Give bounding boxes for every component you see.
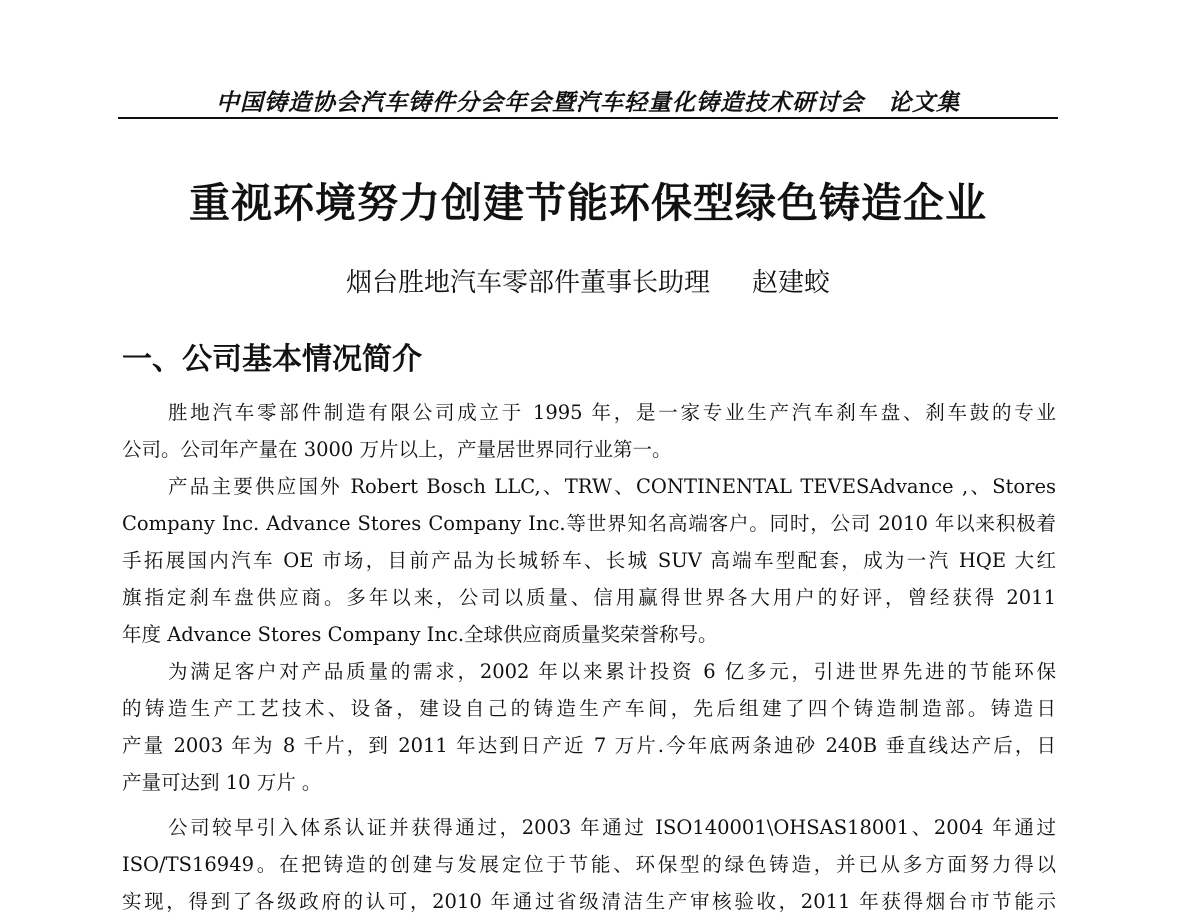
paper-title: 重视环境努力创建节能环保型绿色铸造企业 [189, 179, 987, 227]
section-heading: 一、公司基本情况简介 [122, 342, 422, 377]
text-line: 实现，得到了各级政府的认可，2010 年通过省级清洁生产审核验收，2011 年获得烟台市节能示 [122, 890, 1056, 913]
text-line: 旗指定刹车盘供应商。多年以来，公司以质量、信用赢得世界各大用户的好评，曾经获得 2011 [122, 586, 1056, 609]
section-body [122, 394, 1056, 920]
text-line: 公司较早引入体系认证并获得通过，2003 年通过 ISO140001\OHSAS18001、2004 年通过 [168, 816, 1056, 839]
text-line: 产量 2003 年为 8 千片，到 2011 年达到日产近 7 万片.今年底两条迪砂 240B 垂直线达产后，日 [122, 734, 1056, 757]
author-affiliation: 烟台胜地汽车零部件董事长助理 [345, 268, 710, 298]
text-line: 产品主要供应国外 Robert Bosch LLC,、TRW、CONTINENTAL TEVESAdvance ,、Stores [168, 475, 1056, 498]
text-line: 产量可达到 10 万片 。 [122, 771, 322, 794]
text-line: 胜地汽车零部件制造有限公司成立于 1995 年，是一家专业生产汽车刹车盘、刹车鼓的专业 [168, 401, 1056, 424]
paragraph [122, 809, 1056, 920]
text-line: ISO/TS16949。在把铸造的创建与发展定位于节能、环保型的绿色铸造，并已从多方面努力得以 [122, 853, 1056, 876]
header-rule [118, 117, 1058, 119]
byline [118, 262, 1058, 299]
text-line: 年度 Advance Stores Company Inc.全球供应商质量奖荣誉称号。 [122, 623, 718, 646]
paragraph [122, 468, 1056, 653]
text-line: 手拓展国内汽车 OE 市场，目前产品为长城轿车、长城 SUV 高端车型配套，成为一汽 HQE 大红 [122, 549, 1056, 572]
text-line: 公司。公司年产量在 3000 万片以上，产量居世界同行业第一。 [122, 438, 672, 461]
text-line: 的铸造生产工艺技术、设备，建设自己的铸造生产车间，先后组建了四个铸造制造部。铸造日 [122, 697, 1056, 720]
text-line: Company Inc. Advance Stores Company Inc.等世界知名高端客户。同时，公司 2010 年以来积极着 [122, 512, 1056, 535]
running-header: 中国铸造协会汽车铸件分会年会暨汽车轻量化铸造技术研讨会 论文集 [216, 90, 960, 116]
paragraph [122, 653, 1056, 801]
paragraph [122, 394, 1056, 468]
text-line: 为满足客户对产品质量的需求，2002 年以来累计投资 6 亿多元，引进世界先进的节能环保 [168, 660, 1056, 683]
author-name: 赵建蛟 [752, 268, 831, 298]
